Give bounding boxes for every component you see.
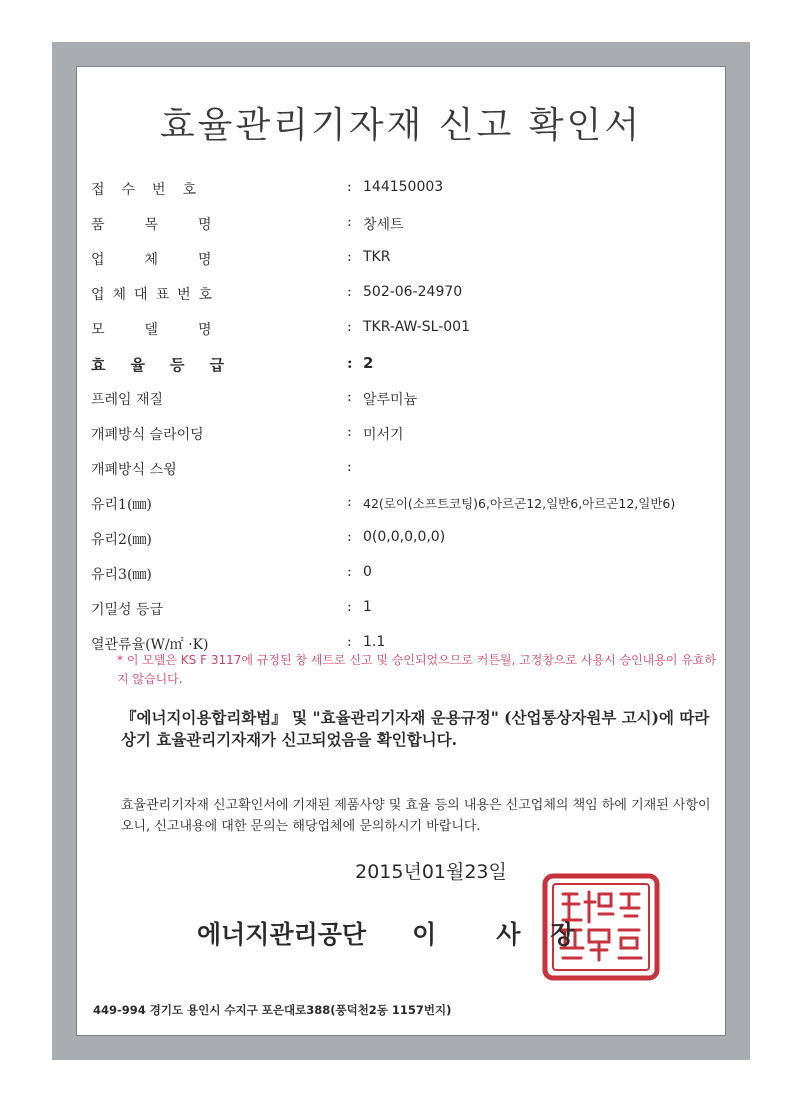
row-label: 개폐방식 슬라이딩 <box>91 427 204 443</box>
row-value: 미서기 <box>363 427 404 443</box>
row-value: TKR <box>363 249 391 265</box>
disclaimer-text: 효율관리기자재 신고확인서에 기재된 제품사양 및 효율 등의 내용은 신고업체의 책임 하에 기재된 사항이오니, 신고내용에 대한 문의는 해당업체에 문의하시기 바랍니다. <box>121 798 711 834</box>
notice-text: * 이 모델은 KS F 3117에 규정된 창 세트로 신고 및 승인되었으므로 커튼월, 고정창으로 사용시 승인내용이 유효하지 않습니다. <box>117 653 717 686</box>
row-colon: : <box>347 319 352 335</box>
issuer-title-char: 사 <box>496 920 521 949</box>
row-colon: : <box>347 459 352 475</box>
row-value: 1 <box>363 599 372 615</box>
row-label: 유리2(㎜) <box>91 532 152 548</box>
row-opening-sliding <box>91 424 721 448</box>
row-glass-3 <box>91 564 721 588</box>
row-value: 502-06-24970 <box>363 284 463 300</box>
row-value: 0 <box>363 564 372 580</box>
row-label: 열관류율(W/㎡ ·K) <box>91 637 209 653</box>
row-company-rep-number <box>91 284 721 308</box>
row-label: 접수번호 <box>91 182 214 198</box>
row-value: 144150003 <box>363 179 444 195</box>
row-efficiency-grade <box>91 354 721 378</box>
document-title: 효율관리기자재 신고 확인서 <box>159 105 643 146</box>
row-receipt-number <box>91 179 721 203</box>
row-value: 1.1 <box>363 634 386 650</box>
confirmation-statement: 『에너지이용합리화법』 및 "효율관리기자재 운용규정" (산업통상자원부 고시)에 따라 상기 효율관리기자재가 신고되었음을 확인합니다. <box>121 708 710 749</box>
row-colon: : <box>347 529 352 545</box>
row-value: 창세트 <box>363 217 404 233</box>
row-opening-swing <box>91 459 721 483</box>
row-glass-2 <box>91 529 721 553</box>
row-airtightness-grade <box>91 599 721 623</box>
row-colon: : <box>347 494 352 510</box>
issuer-organization: 에너지관리공단 <box>197 920 367 949</box>
row-label: 품목명 <box>91 217 252 233</box>
row-label: 유리3(㎜) <box>91 567 152 583</box>
row-colon: : <box>347 249 352 265</box>
row-colon: : <box>347 214 352 230</box>
row-colon: : <box>347 424 352 440</box>
row-label: 유리1(㎜) <box>91 497 152 513</box>
row-label: 효율등급 <box>91 356 249 374</box>
row-frame-material <box>91 389 721 413</box>
row-colon: : <box>347 179 352 195</box>
issue-date: 2015년01월23일 <box>355 861 507 883</box>
row-item-name <box>91 214 721 238</box>
row-value: 알루미늄 <box>363 392 418 408</box>
issuer-address: 449-994 경기도 용인시 수지구 포은대로388(풍덕천2동 1157번지) <box>93 1003 452 1017</box>
row-colon: : <box>347 354 353 372</box>
row-label: 업체대표번호 <box>91 287 221 303</box>
row-colon: : <box>347 389 352 405</box>
row-colon: : <box>347 599 352 615</box>
issuer-title-char: 이 <box>412 920 437 949</box>
row-label: 기밀성 등급 <box>91 602 164 618</box>
row-glass-1 <box>91 494 721 518</box>
row-value: 0(0,0,0,0,0) <box>363 529 446 545</box>
certificate-inner-frame <box>76 66 726 1036</box>
row-value: TKR-AW-SL-001 <box>363 319 470 335</box>
row-label: 모델명 <box>91 322 252 338</box>
row-company-name <box>91 249 721 273</box>
issuer-line <box>197 915 575 951</box>
row-label: 업체명 <box>91 252 252 268</box>
row-label: 프레임 재질 <box>91 392 164 408</box>
issuer-title-char: 장 <box>550 920 575 949</box>
row-model-name <box>91 319 721 343</box>
row-colon: : <box>347 634 352 650</box>
row-value: 2 <box>363 354 374 372</box>
row-label: 개폐방식 스윙 <box>91 462 177 478</box>
row-colon: : <box>347 284 352 300</box>
row-colon: : <box>347 564 352 580</box>
row-value: 42(로이(소프트코팅)6,아르곤12,일반6,아르곤12,일반6) <box>363 496 676 511</box>
